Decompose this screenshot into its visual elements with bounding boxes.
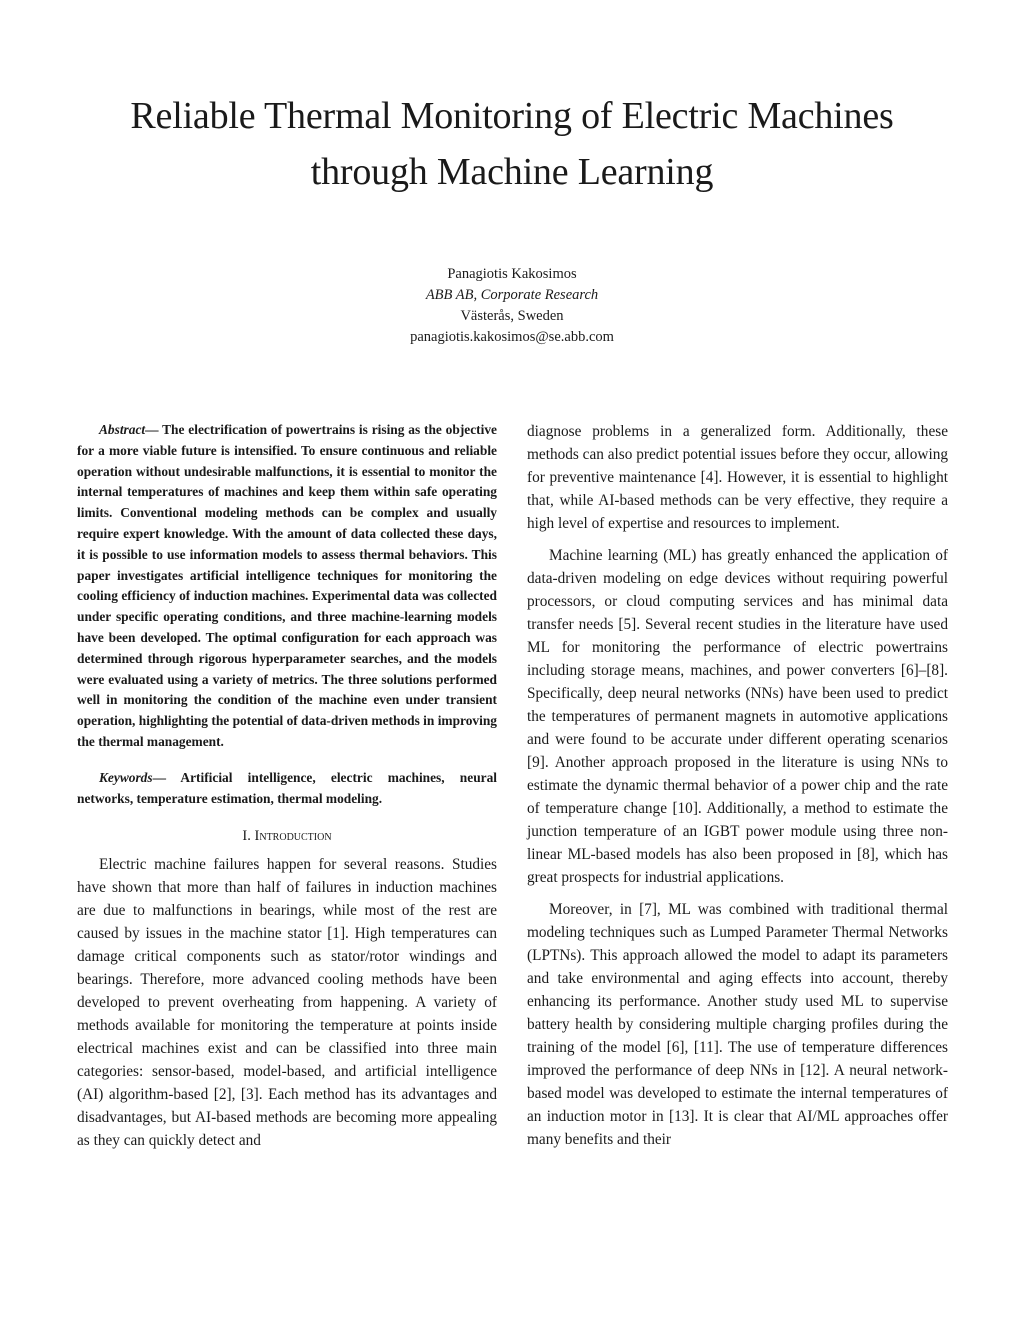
left-column	[77, 420, 497, 1152]
abstract	[77, 420, 497, 753]
author-block	[262, 264, 762, 348]
abstract-text: — The electrification of powertrains is rising as the objective for a more viable future is intensified. To ensure continuous and reliable operation without undesirable malfunctions, it is essential to monitor the internal temperatures of machines and keep them within safe operating limits. Conventional modeling methods can be complex and usually require expert knowledge. With the amount of data collected these days, it is possible to use information models to assess thermal behaviors. This paper investigates artificial intelligence techniques for monitoring the cooling efficiency of induction machines. Experimental data was collected under specific operating conditions, and three machine-learning models have been developed. The optimal configuration for each approach was determined through rigorous hyperparameter searches, and the models were evaluated using a variety of metrics. The three solutions performed well in monitoring the condition of the machine even under transient operation, highlighting the potential of data-driven methods in improving the thermal management.	[77, 422, 497, 749]
body-paragraph: Electric machine failures happen for several reasons. Studies have shown that more than half of failures in induction machines are due to malfunctions in bearings, while most of the rest are caused by issues in the machine stator [1]. High temperatures can damage critical components such as stator/rotor windings and bearings. Therefore, more advanced cooling methods have been developed to prevent overheating from happening. A variety of methods available for monitoring the temperature at points inside electrical machines exist and can be classified into three main categories: sensor-based, model-based, and artificial intelligence (AI) algorithm-based [2], [3]. Each method has its advantages and disadvantages, but AI-based methods are becoming more appealing as they can quickly detect and	[77, 856, 497, 1150]
keywords	[77, 768, 497, 810]
body-paragraph: Moreover, in [7], ML was combined with traditional thermal modeling techniques such as Lumped Parameter Thermal Networks (LPTNs). This approach allowed the model to adapt its parameters and take environmental and aging effects into account, thereby enhancing its performance. Another study used ML to supervise battery health by considering multiple charging profiles during the training of the model [6], [11]. The use of temperature differences improved the performance of deep NNs in [12]. A neural network-based model was developed to estimate the internal temperatures of an induction motor in [13]. It is clear that AI/ML approaches offer many benefits and their	[527, 901, 948, 1148]
author-email: panagiotis.kakosimos@se.abb.com	[410, 329, 614, 345]
author-location: Västerås, Sweden	[460, 308, 564, 324]
body-paragraph: diagnose problems in a generalized form. Additionally, these methods can also predict potential issues before they occur, allowing for preventive maintenance [4]. However, it is essential to highlight that, while AI-based methods can be very effective, they require a high level of expertise and resources to implement.	[527, 423, 948, 532]
paper-title	[60, 88, 964, 200]
section-title: Introduction	[254, 828, 332, 845]
title-line-1: Reliable Thermal Monitoring of Electric Machines	[130, 95, 894, 137]
title-line-2: through Machine Learning	[310, 151, 714, 193]
abstract-label: Abstract	[99, 422, 146, 437]
author-affiliation: ABB AB, Corporate Research	[425, 287, 599, 303]
body-paragraph: Machine learning (ML) has greatly enhanced the application of data-driven modeling on edge devices without requiring powerful processors, or cloud computing services and has minimal data transfer needs [5]. Several recent studies in the literature have used ML for monitoring the performance of electric powertrains including storage means, machines, and power converters [6]–[8]. Specifically, deep neural networks (NNs) have been used to predict the temperatures of permanent magnets in automotive applications and were found to be accurate under different operating scenarios [9]. Another approach proposed in the literature is using NNs to estimate the dynamic thermal behavior of a power chip and the rate of temperature change [10]. Additionally, a method to estimate the junction temperature of an IGBT power module using three non-linear ML-based models has also been proposed in [8], which has great prospects for industrial applications.	[527, 547, 948, 886]
section-heading-introduction	[77, 825, 497, 847]
keywords-label: Keywords	[99, 769, 153, 785]
author-name: Panagiotis Kakosimos	[447, 266, 577, 282]
right-column	[527, 420, 948, 1160]
section-number: I.	[242, 828, 251, 845]
keywords-text: — Artificial intelligence, electric machines, neural networks, temperature estimation, thermal modeling.	[77, 769, 497, 806]
